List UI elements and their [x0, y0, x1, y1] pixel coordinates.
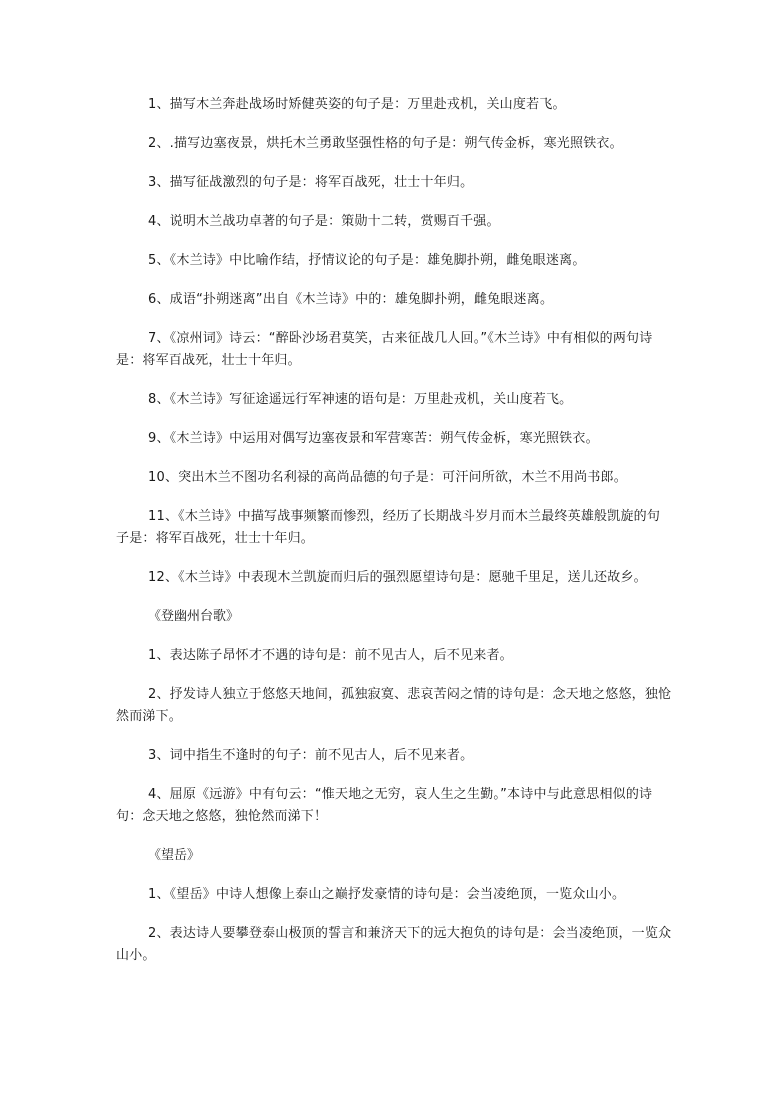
mulan-item-5: 5、《木兰诗》中比喻作结，抒情议论的句子是：雄兔脚扑朔，雌兔眼迷离。: [148, 253, 586, 268]
dengyou-item-4: 4、屈原《远游》中有句云：“惟天地之无穷，哀人生之生勤。”本诗中与此意思相似的诗句：念天地之悠悠，独怆然而涕下！: [116, 787, 653, 824]
mulan-item-4: 4、说明木兰战功卓著的句子是：策勋十二转，赏赐百千强。: [148, 214, 500, 229]
wangyue-item-2: 2、表达诗人要攀登泰山极顶的誓言和兼济天下的远大抱负的诗句是：会当凌绝顶，一览众山小。: [116, 926, 672, 963]
mulan-item-7: 7、《凉州词》诗云：“醉卧沙场君莫笑，古来征战几人回。”《木兰诗》中有相似的两句诗是：将军百战死，壮士十年归。: [116, 331, 653, 368]
wangyue-section-title: 《望岳》: [148, 848, 201, 863]
mulan-item-2: 2、.描写边塞夜景，烘托木兰勇敢坚强性格的句子是：朔气传金柝，寒光照铁衣。: [148, 136, 623, 151]
mulan-item-11: 11、《木兰诗》中描写战事频繁而惨烈，经历了长期战斗岁月而木兰最终英雄般凯旋的句子是：将军百战死，壮士十年归。: [116, 509, 661, 546]
dengyou-item-3: 3、词中指生不逢时的句子：前不见古人，后不见来者。: [148, 748, 474, 763]
mulan-item-9: 9、《木兰诗》中运用对偶写边塞夜景和军营寒苦：朔气传金柝，寒光照铁衣。: [148, 431, 599, 446]
mulan-item-8: 8、《木兰诗》写征途遥远行军神速的语句是：万里赴戎机，关山度若飞。: [148, 392, 573, 407]
mulan-item-1: 1、描写木兰奔赴战场时矫健英姿的句子是：万里赴戎机，关山度若飞。: [148, 97, 566, 112]
mulan-item-12: 12、《木兰诗》中表现木兰凯旋而归后的强烈愿望诗句是：愿驰千里足，送儿还故乡。: [148, 570, 647, 585]
dengyou-section-title: 《登幽州台歌》: [148, 609, 240, 624]
document-body: [116, 94, 672, 984]
mulan-item-6: 6、成语“扑朔迷离”出自《木兰诗》中的：雄兔脚扑朔，雌兔眼迷离。: [148, 292, 554, 307]
dengyou-item-1: 1、表达陈子昂怀才不遇的诗句是：前不见古人，后不见来者。: [148, 648, 513, 663]
mulan-item-3: 3、描写征战激烈的句子是：将军百战死，壮士十年归。: [148, 175, 474, 190]
wangyue-item-1: 1、《望岳》中诗人想像上泰山之巅抒发豪情的诗句是：会当凌绝顶，一览众山小。: [148, 887, 626, 902]
mulan-item-10: 10、突出木兰不图功名利禄的高尚品德的句子是：可汗问所欲，木兰不用尚书郎。: [148, 470, 627, 485]
dengyou-item-2: 2、抒发诗人独立于悠悠天地间，孤独寂寞、悲哀苦闷之情的诗句是：念天地之悠悠，独怆然而涕下。: [116, 687, 672, 724]
